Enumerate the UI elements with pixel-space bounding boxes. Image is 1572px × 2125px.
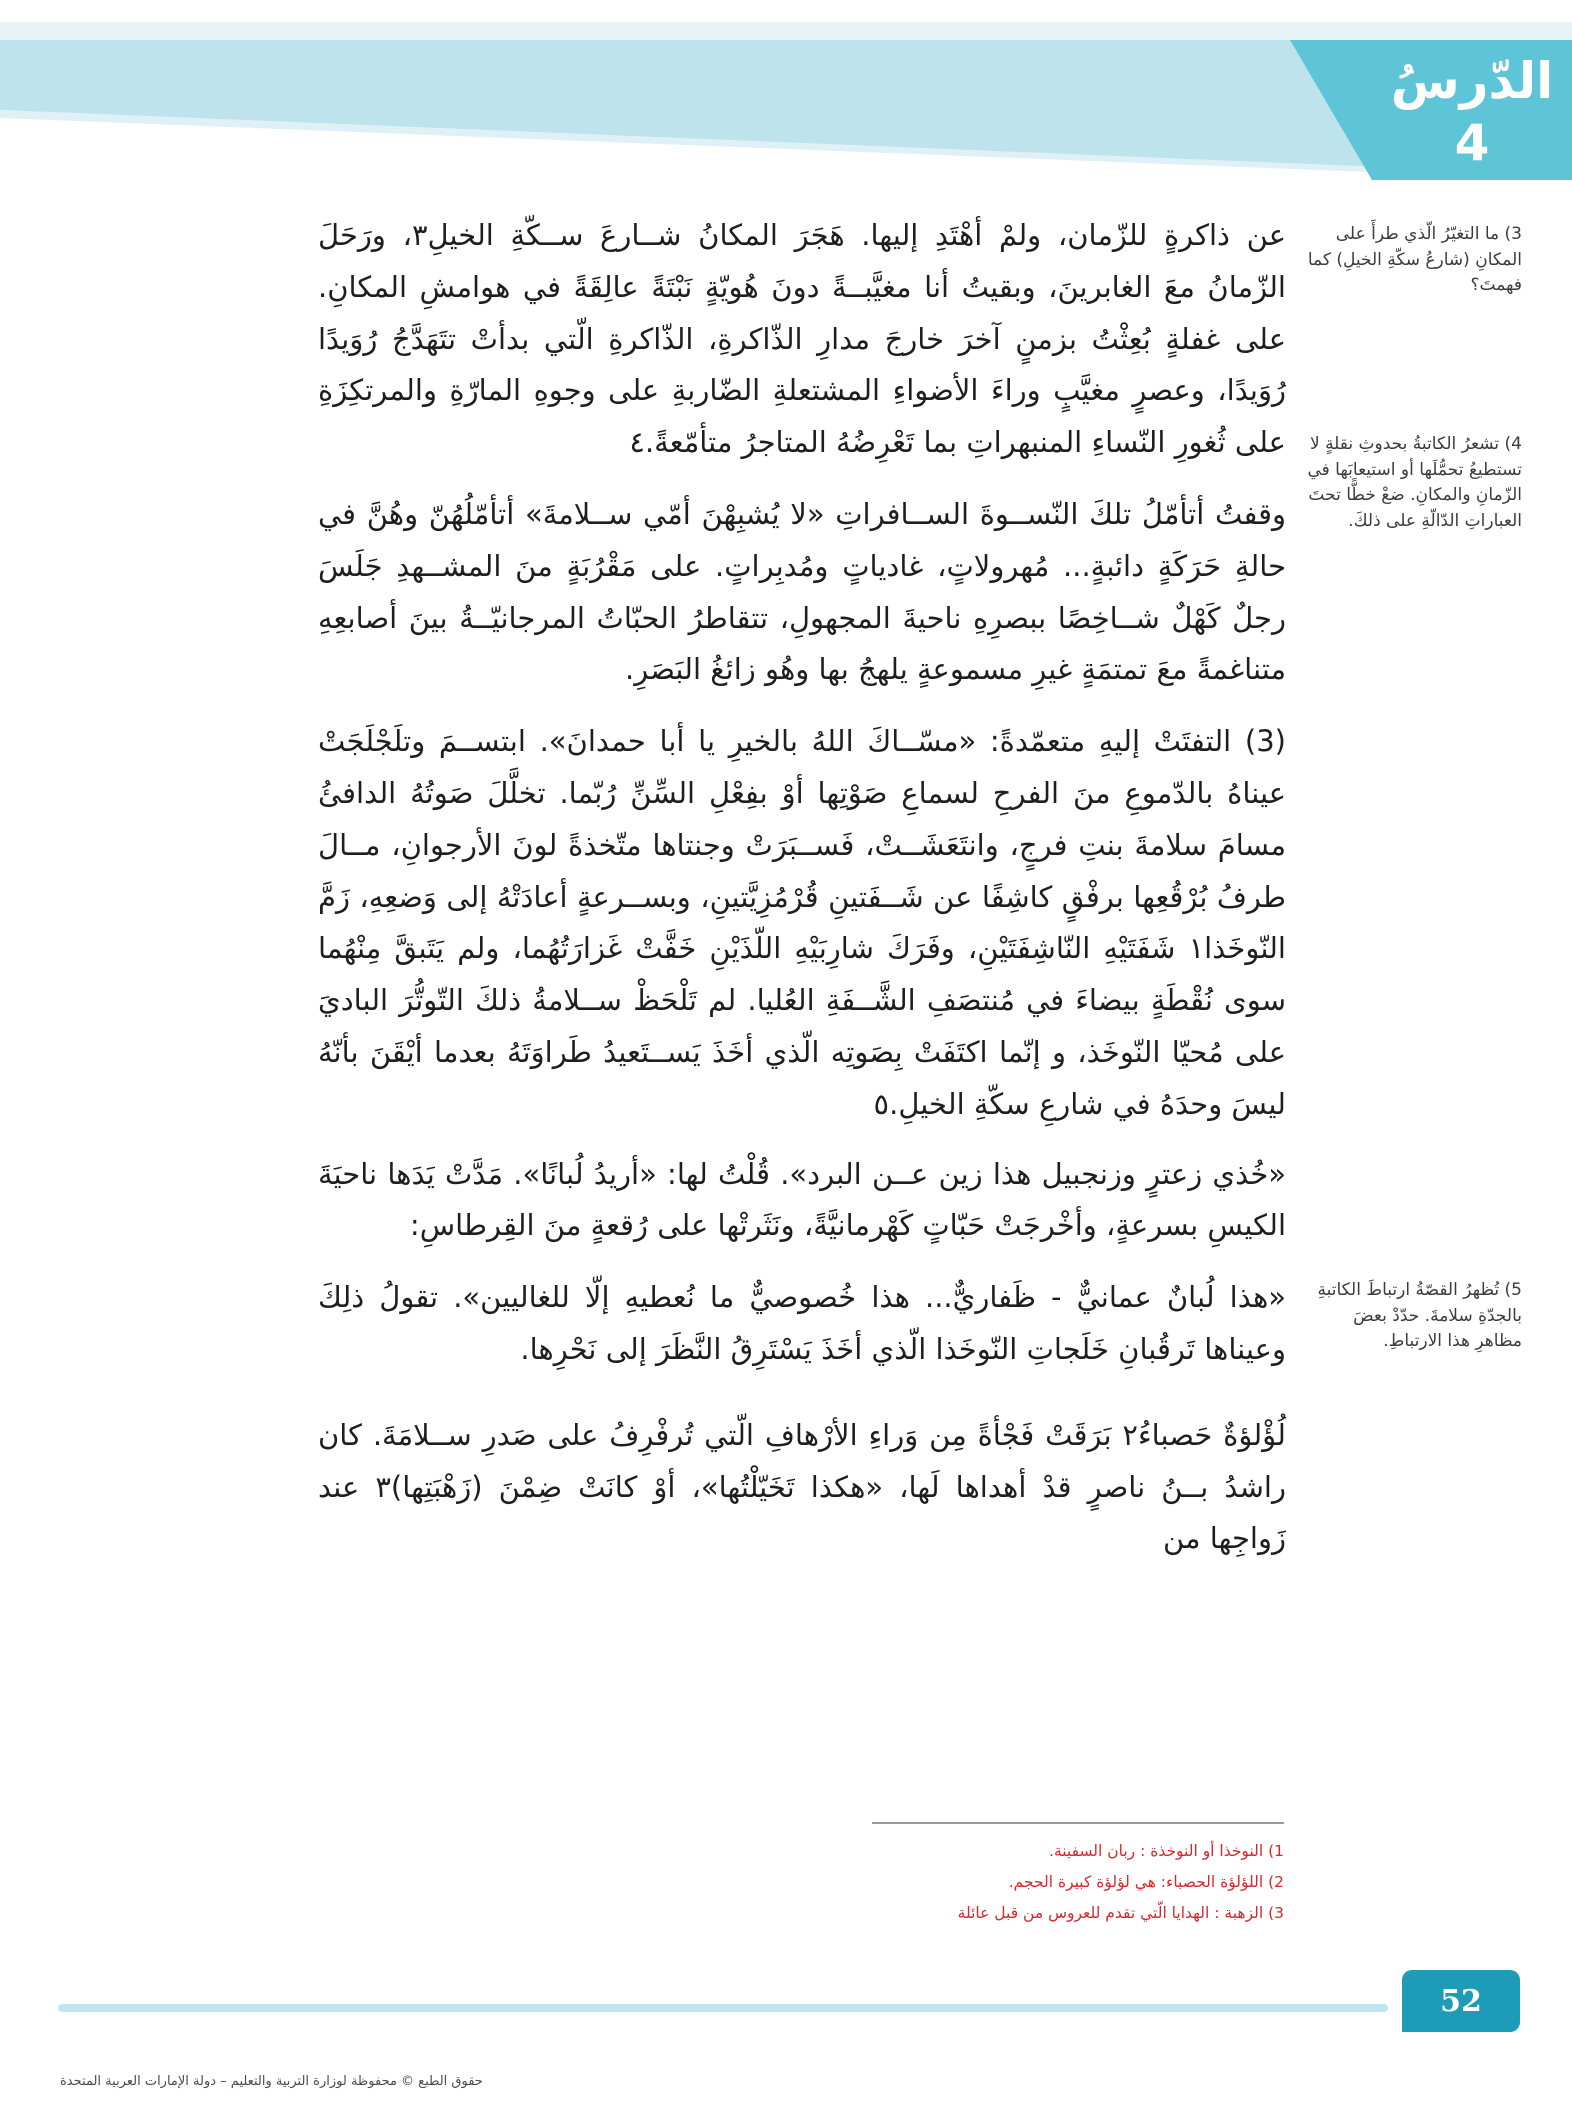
- story-text: [318, 210, 1286, 1585]
- story-paragraph: وقفتُ أتأمّلُ تلكَ النّســوةَ الســافراتِ «لا يُشبِهْنَ أمّي ســلامةَ» أتأمّلُهُنّ وهُنَّ في حالةِ حَرَكَةٍ دائبةٍ... مُهرولاتٍ، غادياتٍ ومُدبِراتٍ. على مَقْرُبَةٍ منَ المشــهدِ جَلَسَ رجلٌ كَهْلٌ شــاخِصًا ببصرِهِ ناحيةَ المجهولِ، تتقاطرُ الحبّاتُ المرجانيّــةُ بينَ أصابعِهِ متناغمةً معَ تمتمَةٍ غيرِ مسموعةٍ يلهجُ بها وهُو زائغُ البَصَرِ.: [318, 496, 1286, 687]
- footer-bar: [58, 2004, 1388, 2012]
- footnotes: [872, 1836, 1284, 1929]
- question-text: تشعرُ الكاتبةُ بحدوثِ نقلةٍ لا تستطيعُ تحمُّلَها أو استيعابَها في الزّمانِ والمكانِ. ضعْ خطًّا تحتَ العباراتِ الدّالّةِ على ذلكَ.: [1307, 434, 1522, 531]
- lesson-number: 4: [1454, 114, 1490, 172]
- question-number: 5): [1504, 1280, 1522, 1300]
- footnote: 1) النوخذا أو النوخذة : ربان السفينة.: [1049, 1842, 1284, 1860]
- question-text: تُظهرُ القصّةُ ارتباطَ الكاتبةِ بالجدّةِ سلامةَ. حدّدْ بعضَ مظاهرِ هذا الارتباطِ.: [1317, 1280, 1522, 1351]
- page-number: 52: [1402, 1970, 1520, 2032]
- story-paragraph: لُؤْلؤةٌ حَصباءُ٢ بَرَقَتْ فَجْأةً مِن وَراءِ الأرْهافِ الّتي تُرفْرِفُ على صَدرِ ســلامَةَ. كان راشدُ بــنُ ناصرٍ قدْ أهداها لَها، «هكذا تَخَيّلْتُها»، أوْ كانَتْ ضِمْنَ (زَهْبَتِها)٣ عند زَواجِها من: [318, 1417, 1286, 1556]
- footnote-divider: [872, 1822, 1284, 1824]
- question-number: 4): [1504, 434, 1522, 454]
- lesson-badge: [1372, 40, 1572, 180]
- footnote: 3) الزهبة : الهدايا الّتي تقدم للعروس من قبل عائلة: [957, 1904, 1284, 1922]
- lesson-title: الدّرسُ: [1390, 52, 1554, 110]
- story-paragraph: «هذا لُبانٌ عمانيٌّ - ظَفاريٌّ... هذا خُصوصيٌّ ما نُعطيهِ إلّا للغاليين». تقولُ ذلِكَ وعيناها تَرقُبانِ خَلَجاتِ النّوخَذا الّذي أخَذَ يَسْتَرِقُ النَّظَرَ إلى نَحْرِها.: [318, 1280, 1286, 1366]
- footnote: 2) اللؤلؤة الحصباء: هي لؤلؤة كبيرة الحجم.: [1008, 1873, 1284, 1891]
- story-paragraph: (3) التفتَتْ إليهِ متعمّدةً: «مسّــاكَ اللهُ بالخيرِ يا أبا حمدانَ». ابتســمَ وتلَجْلَجَتْ عيناهُ بالدّموعِ منَ الفرحِ لسماعِ صَوْتِها أوْ بفِعْلِ السِّنِّ رُبّما. تخلَّلَ صَوتُهُ الدافئُ مسامَ سلامةَ بنتِ فرجٍ، وانتَعَشَــتْ، فَســبَرَتْ وجنتاها متّخذةً لونَ الأرجوانِ، مــالَ طرفُ بُرْقُعِها برفْقٍ كاشِفًا عن شَــفَتينِ قُرْمُزِيَّتينِ، وبســرعةٍ أعادَتْهُ إلى وَضعِهِ، زَمَّ النّوخَذا١ شَفَتَيْهِ النّاشِفَتَيْنِ، وفَرَكَ شارِبَيْهِ اللّذَيْنِ خَفَّتْ غَزارَتُهُما، ولم يَتَبقَّ مِنْهُما سوى نُقْطَةٍ بيضاءَ في مُنتصَفِ الشَّــفَةِ العُليا. لم تَلْحَظْ ســلامةُ ذلكَ التّوتُّرَ الباديَ على مُحيّا النّوخَذ، و إنّما اكتَفَتْ بِصَوتِه الّذي أخَذَ يَســتَعيدُ طَراوَتَهُ بعدما أيْقَنَ بأنّهُ ليسَ وحدَهُ في شارعِ سكّةِ الخيلِ.٥: [318, 724, 1286, 1121]
- header-banner: [0, 0, 1572, 200]
- margin-question-4: [1302, 432, 1522, 534]
- story-paragraph: «خُذي زعترٍ وزنجبيل هذا زين عــن البرد». قُلْتُ لها: «أريدُ لُبانًا». مَدَّتْ يَدَها ناحيَةَ الكيسِ بسرعةٍ، وأخْرجَتْ حَبّاتٍ كَهْرمانيَّةً، ونَثَرتْها على رُقعةٍ منَ القِرطاسِ:: [318, 1156, 1286, 1243]
- story-paragraph: عن ذاكرةٍ للزّمان، ولمْ أهْتَدِ إليها. هَجَرَ المكانُ شــارعَ ســكّةِ الخيلِ٣، ورَحَلَ الزّمانُ معَ الغابرينَ، وبقيتُ أنا مغيَّبــةً دونَ هُويّةٍ نَبْتَةً عالِقَةً في هوامشِ المكانِ. على غفلةٍ بُعِثْتُ بزمنٍ آخرَ خارجَ مدارِ الذّاكرةِ، الذّاكرةِ الّتي بدأتْ تتَهَدَّجُ رُوَيدًا رُوَيدًا، وعصرٍ مغيَّبٍ وراءَ الأضواءِ المشتعلةِ الضّاربةِ على وجوهِ المارّةِ والمرتكِزَةِ على ثُغورِ النّساءِ المنبهراتِ بما تَعْرِضُهُ المتاجرُ متأمّعةً.٤: [318, 218, 1286, 460]
- question-number: 3): [1504, 224, 1522, 244]
- question-text: ما التغيّرُ الّذي طرأَ على المكانِ (شارعُ سكّةِ الخيلِ) كما فهمتَ؟: [1307, 224, 1522, 295]
- margin-question-3: [1302, 222, 1522, 299]
- copyright-notice: حقوق الطبع © محفوظة لوزارة التربية والتعليم – دولة الإمارات العربية المتحدة: [60, 2074, 483, 2089]
- margin-question-5: [1302, 1278, 1522, 1355]
